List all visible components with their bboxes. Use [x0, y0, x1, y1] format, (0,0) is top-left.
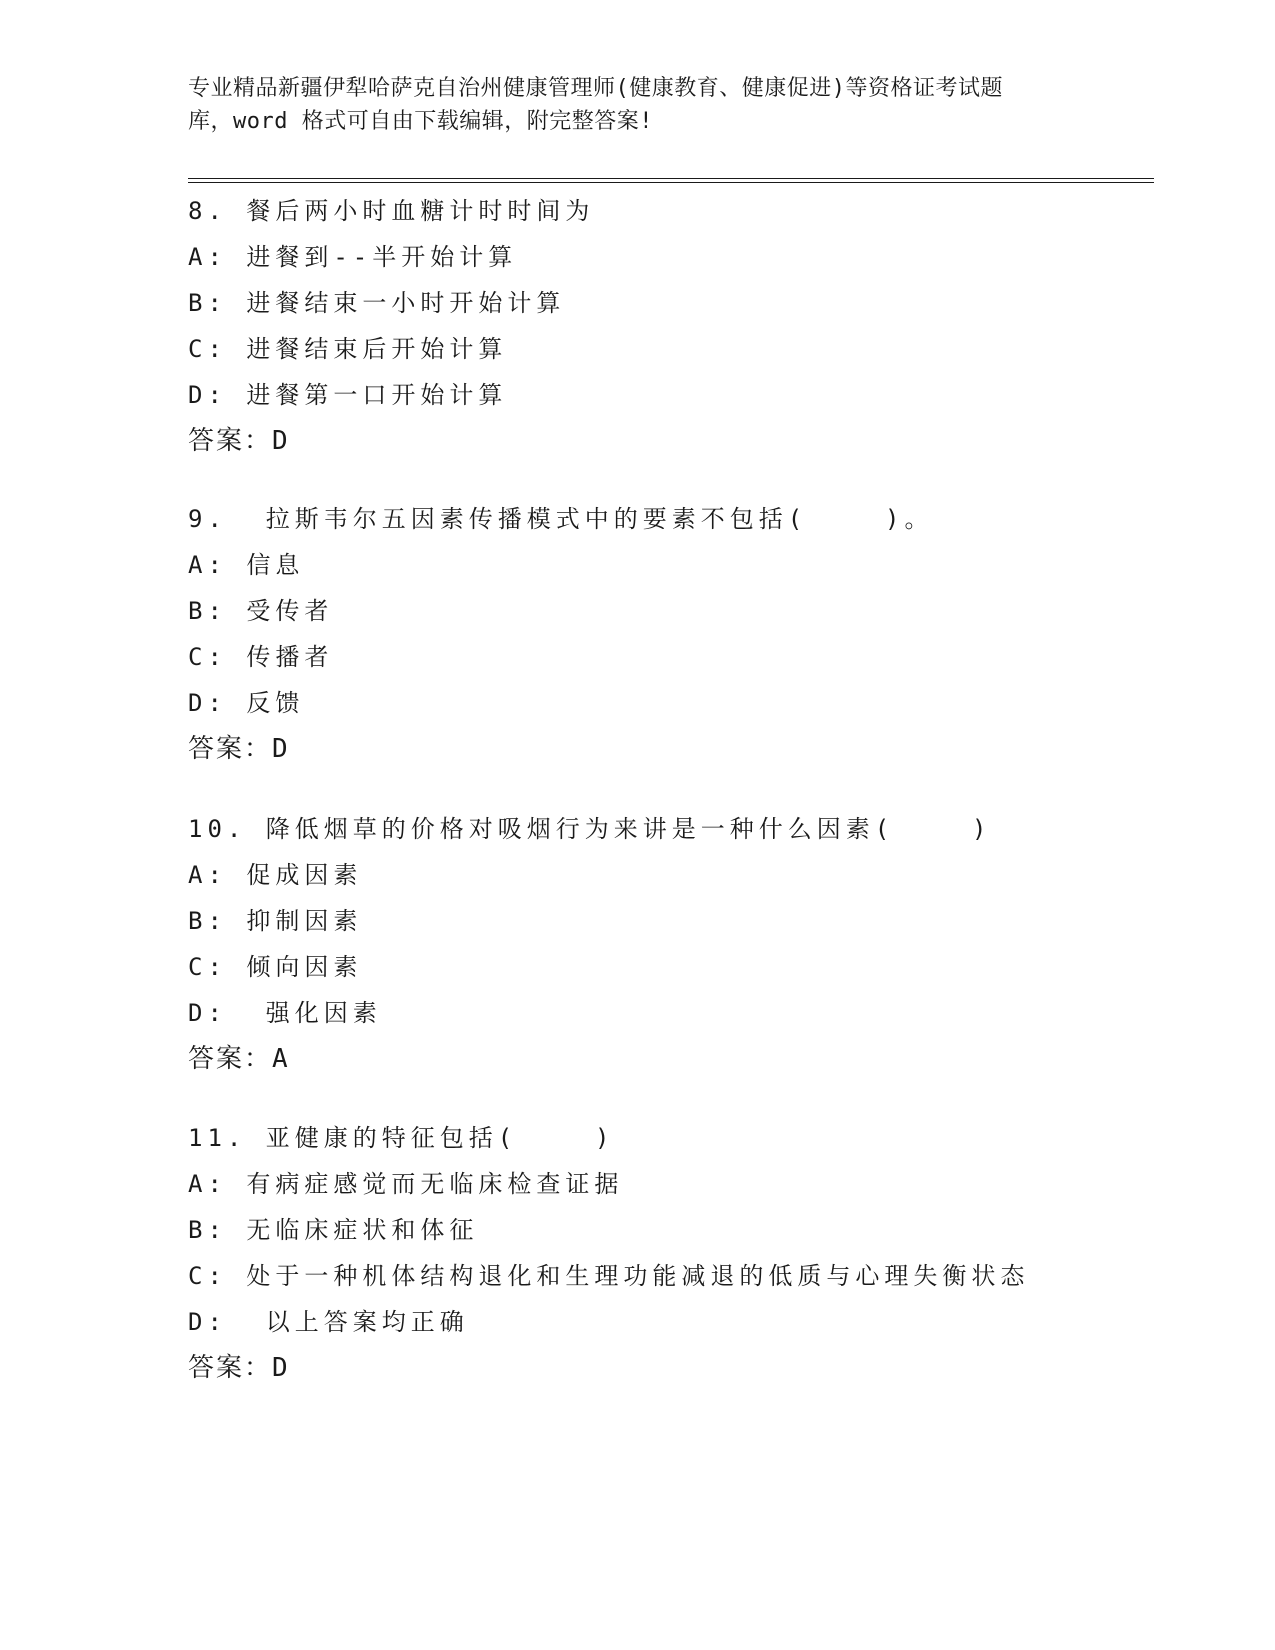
answer-value: D	[272, 426, 289, 456]
option-d: D: 强化因素	[188, 999, 382, 1027]
header-divider-top	[188, 178, 1154, 179]
option-c: C: 处于一种机体结构退化和生理功能减退的低质与心理失衡状态	[188, 1262, 1030, 1290]
option-a: A: 信息	[188, 551, 305, 579]
option-d: D: 反馈	[188, 689, 305, 717]
answer-value: D	[272, 1353, 289, 1383]
option-c: C: 进餐结束后开始计算	[188, 335, 508, 363]
question-stem: 10. 降低烟草的价格对吸烟行为来讲是一种什么因素( )	[188, 815, 992, 843]
question-block	[188, 806, 1188, 1082]
option-d: D: 进餐第一口开始计算	[188, 381, 508, 409]
answer-line	[188, 726, 1188, 772]
option-c: C: 倾向因素	[188, 953, 363, 981]
question-stem: 8. 餐后两小时血糖计时时间为	[188, 197, 595, 225]
option-b: B: 进餐结束一小时开始计算	[188, 289, 566, 317]
option-d: D: 以上答案均正确	[188, 1308, 469, 1336]
question-stem: 11. 亚健康的特征包括( )	[188, 1124, 615, 1152]
option-b: B: 无临床症状和体征	[188, 1216, 479, 1244]
answer-line	[188, 1345, 1188, 1391]
question-block	[188, 496, 1188, 772]
option-a: A: 促成因素	[188, 861, 363, 889]
option-b: B: 受传者	[188, 597, 334, 625]
question-stem: 9. 拉斯韦尔五因素传播模式中的要素不包括( )。	[188, 505, 934, 533]
answer-value: A	[272, 1044, 289, 1074]
header-line-1: 专业精品新疆伊犁哈萨克自治州健康管理师(健康教育、健康促进)等资格证考试题	[188, 76, 1003, 101]
answer-line	[188, 1036, 1188, 1082]
question-block	[188, 188, 1188, 464]
question-block	[188, 1115, 1188, 1391]
option-a: A: 有病症感觉而无临床检查证据	[188, 1170, 624, 1198]
answer-label: 答案：	[188, 734, 273, 764]
answer-label: 答案：	[188, 1353, 273, 1383]
option-a: A: 进餐到--半开始计算	[188, 243, 518, 271]
answer-label: 答案：	[188, 426, 273, 456]
answer-value: D	[272, 734, 289, 764]
option-b: B: 抑制因素	[188, 907, 363, 935]
document-header	[188, 72, 1088, 138]
answer-line	[188, 418, 1188, 464]
answer-label: 答案：	[188, 1044, 273, 1074]
header-line-2: 库，word 格式可自由下载编辑，附完整答案!	[188, 109, 653, 134]
header-divider-bottom	[188, 182, 1154, 183]
option-c: C: 传播者	[188, 643, 334, 671]
